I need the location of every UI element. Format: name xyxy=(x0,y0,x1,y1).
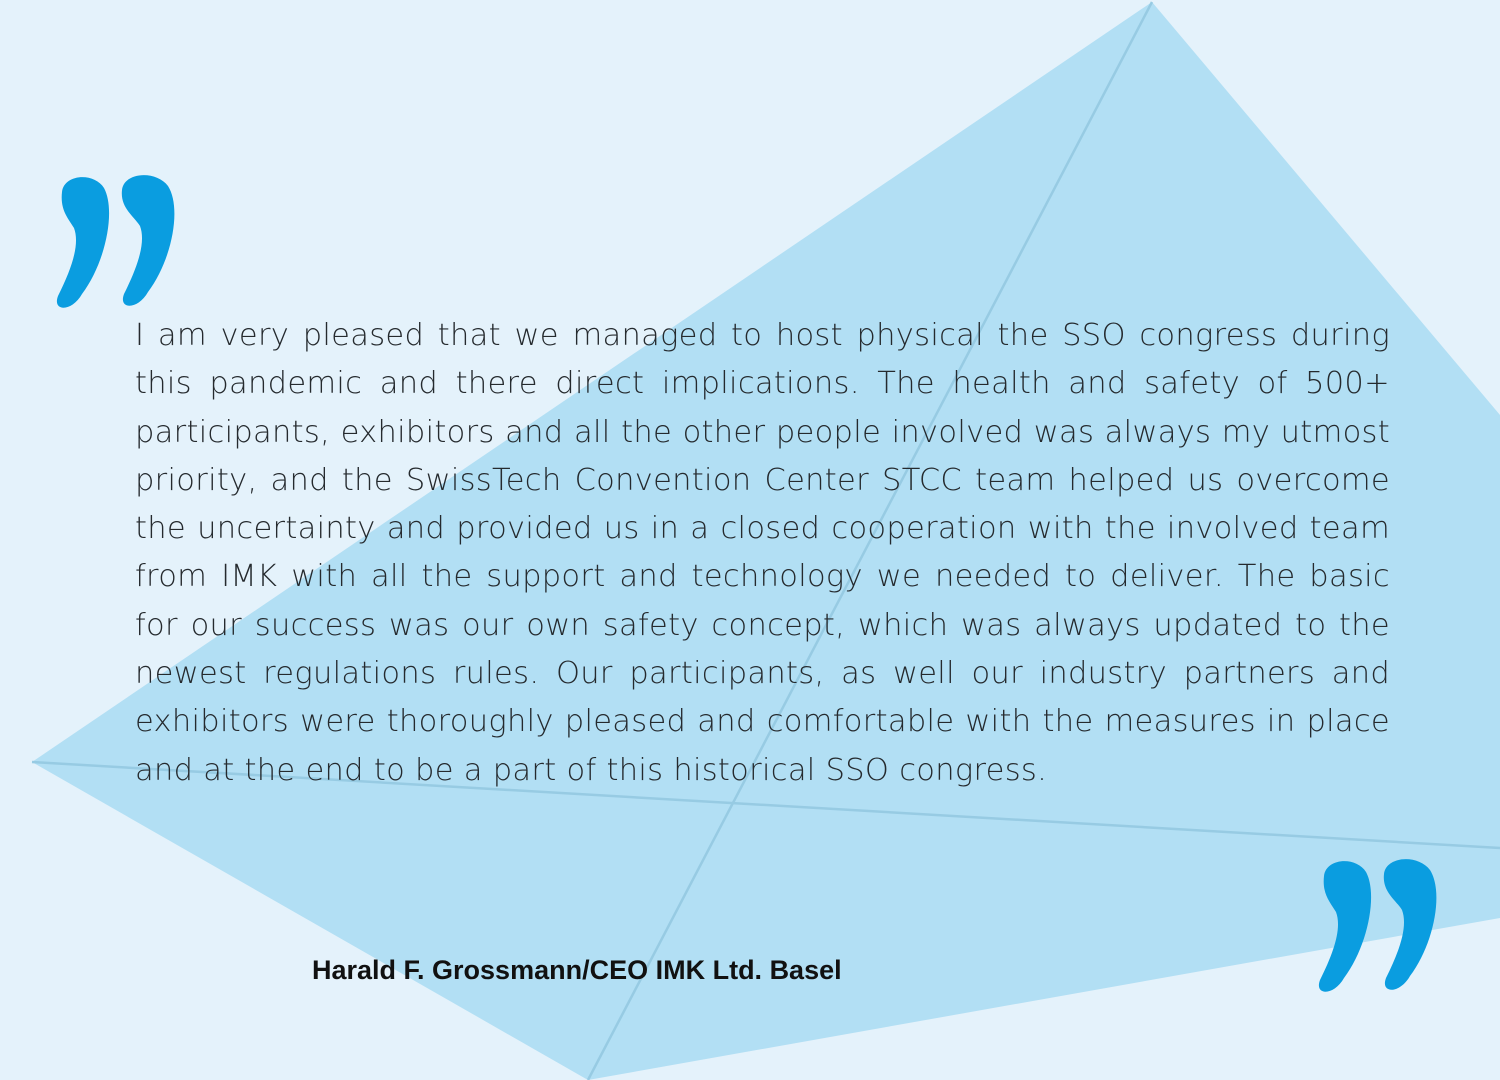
testimonial-quote: I am very pleased that we managed to host physical the SSO congress during this pandemic and there direct implications. The health and safety of 500+ participants, exhibitors and all the other people involved was always my utmost priority, and the SwissTech Convention Center STCC team helped us overcome the uncertainty and provided us in a closed cooperation with the involved team from IMK with all the support and technology we needed to deliver. The basic for our success was our own safety concept, which was always updated to the newest regulations rules. Our participants, as well our industry partners and exhibitors were thoroughly pleased and comfortable with the measures in place and at the end to be a part of this historical SSO congress. xyxy=(135,318,1390,788)
closing-quote-icon xyxy=(1312,856,1452,996)
testimonial-attribution: Harald F. Grossmann/CEO IMK Ltd. Basel xyxy=(312,955,842,985)
opening-quote-icon xyxy=(50,172,190,312)
